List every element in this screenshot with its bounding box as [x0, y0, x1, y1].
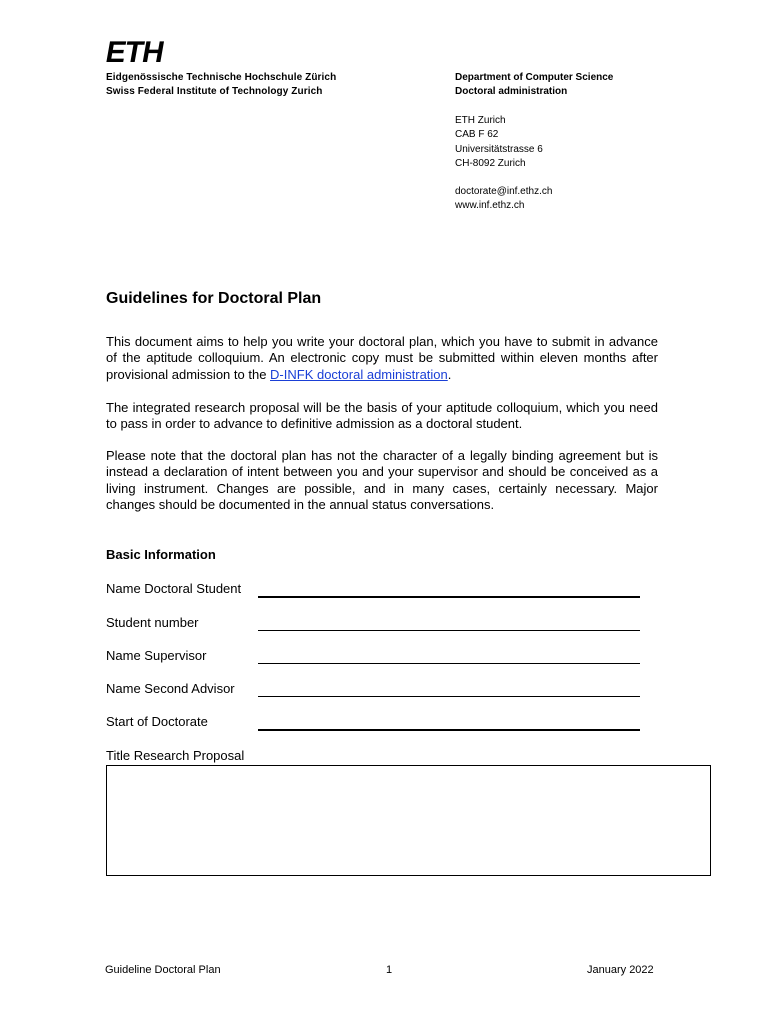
address-line: CAB F 62 — [455, 129, 499, 141]
field-label-student-number: Student number — [106, 615, 199, 630]
institution-name-en: Swiss Federal Institute of Technology Zurich — [106, 86, 323, 97]
doctoral-administration-link[interactable]: D-INFK doctoral administration — [270, 366, 448, 382]
department-name: Department of Computer Science — [455, 72, 614, 83]
field-student-number-line[interactable] — [258, 630, 640, 631]
field-label-doctoral-student: Name Doctoral Student — [106, 581, 242, 596]
field-supervisor-line[interactable] — [258, 663, 640, 664]
basic-information-heading: Basic Information — [106, 547, 216, 562]
field-second-advisor-line[interactable] — [258, 696, 640, 697]
footer-date: January 2022 — [587, 964, 654, 976]
intro-paragraph — [106, 334, 658, 383]
proposal-paragraph: The integrated research proposal will be the basis of your aptitude colloquium, which you need to pass in order to advance to definitive admission as a doctoral student. — [106, 400, 658, 432]
institution-name-de: Eidgenössische Technische Hochschule Zürich — [106, 72, 337, 83]
field-doctoral-student-line[interactable] — [258, 596, 640, 598]
office-name: Doctoral administration — [455, 86, 568, 97]
field-start-of-doctorate-line[interactable] — [258, 729, 640, 731]
research-title-box[interactable] — [106, 765, 711, 876]
field-label-start-of-doctorate: Start of Doctorate — [106, 714, 208, 729]
contact-info — [455, 185, 552, 214]
intro-text-end: . — [447, 366, 452, 382]
contact-website: www.inf.ethz.ch — [455, 200, 525, 212]
postal-address — [455, 114, 543, 171]
intro-text: This document aims to help you write your doctoral plan, which you have to submit in advance of the aptitude colloquium. An electronic copy must be submitted within eleven months after provisional admission to the — [106, 334, 658, 382]
institution-names — [106, 71, 336, 99]
footer-document-name: Guideline Doctoral Plan — [105, 964, 221, 976]
field-label-second-advisor: Name Second Advisor — [106, 681, 235, 696]
address-line: ETH Zurich — [455, 115, 506, 126]
field-label-research-title: Title Research Proposal — [106, 748, 245, 763]
field-label-supervisor: Name Supervisor — [106, 648, 207, 663]
footer-page-number: 1 — [386, 964, 393, 976]
department-block — [455, 71, 613, 99]
eth-logo: ETH — [103, 36, 166, 69]
note-paragraph: Please note that the doctoral plan has not the character of a legally binding agreement but is instead a declaration of intent between you and your supervisor and should be conceived as a living instrument. Changes are possible, and in many cases, certainly necessary. Major changes should be documented in the annual status conversations. — [106, 448, 658, 512]
document-title: Guidelines for Doctoral Plan — [106, 290, 322, 307]
contact-email: doctorate@inf.ethz.ch — [455, 186, 553, 197]
address-line: CH-8092 Zurich — [455, 157, 526, 169]
address-line: Universitätstrasse 6 — [455, 143, 543, 155]
